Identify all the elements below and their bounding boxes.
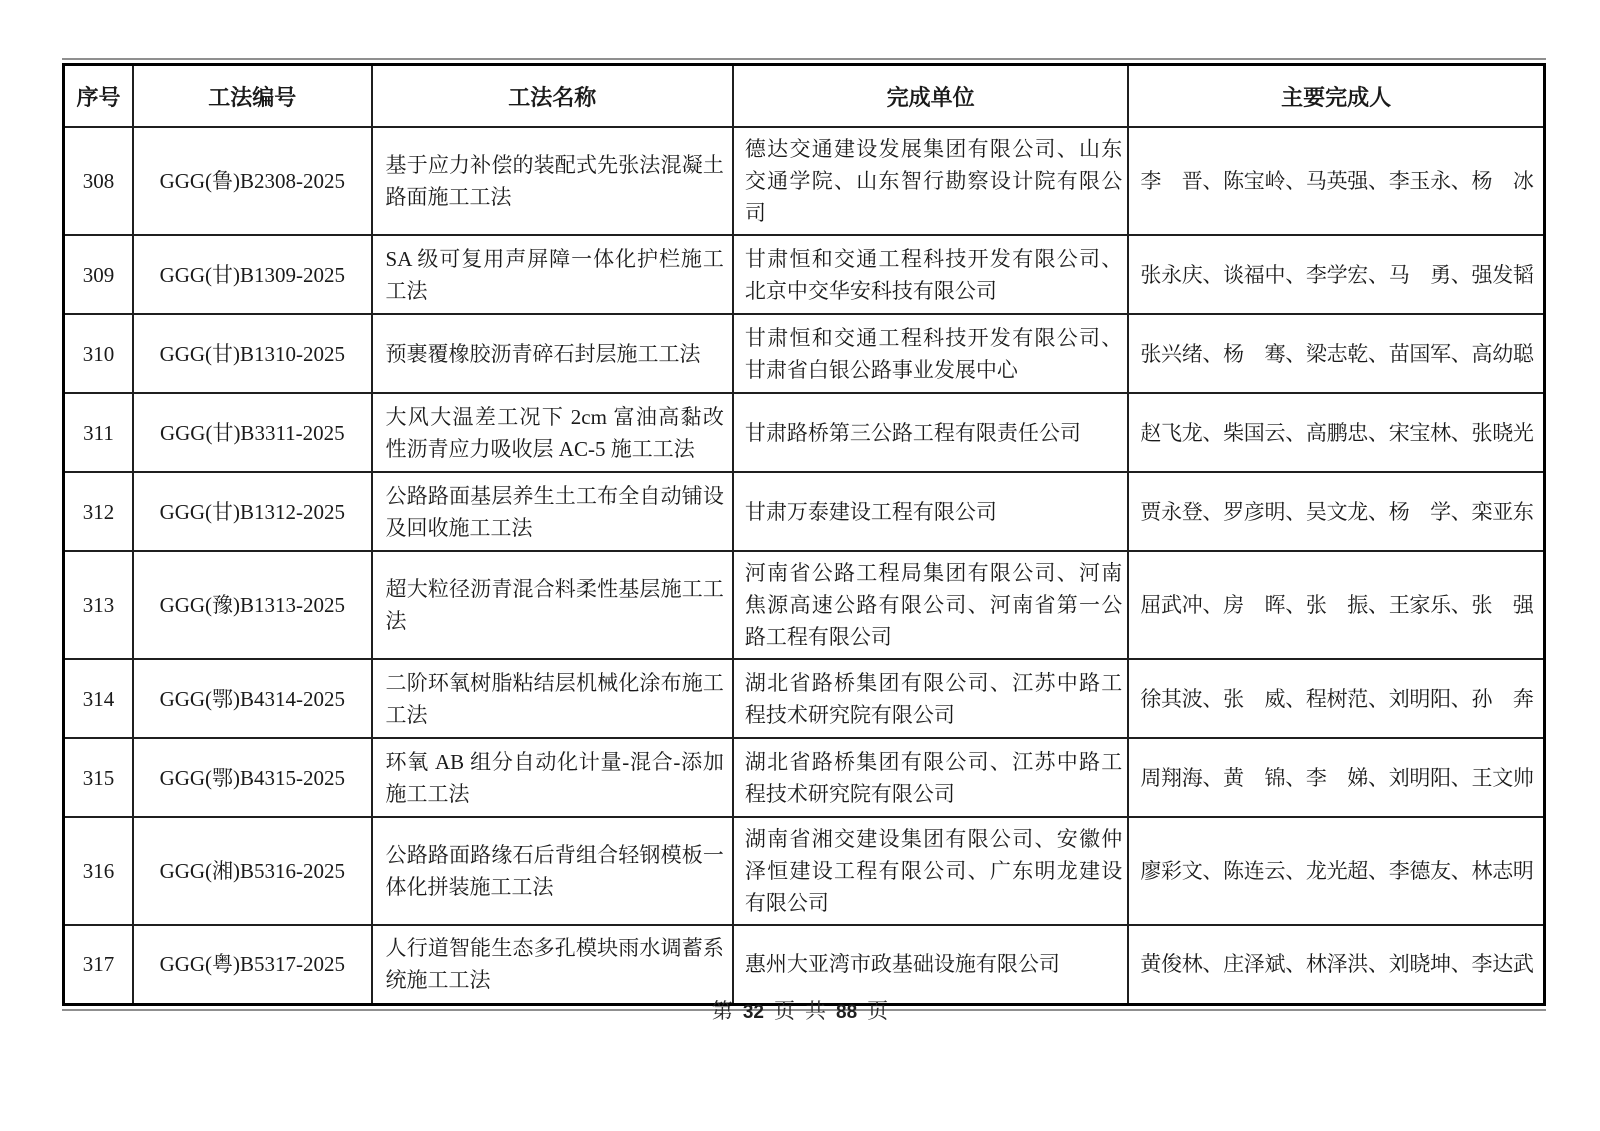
table-row	[64, 314, 1545, 393]
cell-main-contributors: 李 晋、陈宝岭、马英强、李玉永、杨 冰	[1128, 127, 1544, 235]
cell-method-name: 公路路面基层养生土工布全自动铺设及回收施工工法	[372, 472, 733, 551]
cell-method-code: GGG(甘)B1310-2025	[133, 314, 371, 393]
cell-serial-number: 310	[64, 314, 134, 393]
cell-serial-number: 315	[64, 738, 134, 817]
footer-total-pages: 88	[836, 1002, 858, 1023]
cell-method-code: GGG(鄂)B4314-2025	[133, 659, 371, 738]
col-header-method-name: 工法名称	[372, 65, 733, 128]
cell-serial-number: 309	[64, 235, 134, 314]
cell-main-contributors: 张兴绪、杨 骞、梁志乾、苗国军、高幼聪	[1128, 314, 1544, 393]
cell-main-contributors: 黄俊林、庄泽斌、林泽洪、刘晓坤、李达武	[1128, 925, 1544, 1004]
col-header-serial-number: 序号	[64, 65, 134, 128]
cell-completing-units: 甘肃万泰建设工程有限公司	[733, 472, 1128, 551]
cell-method-name: 预裹覆橡胶沥青碎石封层施工工法	[372, 314, 733, 393]
cell-serial-number: 316	[64, 817, 134, 925]
cell-method-code: GGG(湘)B5316-2025	[133, 817, 371, 925]
table-row	[64, 472, 1545, 551]
cell-completing-units: 惠州大亚湾市政基础设施有限公司	[733, 925, 1128, 1004]
footer-page-number: 32	[742, 1002, 764, 1023]
cell-method-name: 大风大温差工况下 2cm 富油高黏改性沥青应力吸收层 AC-5 施工工法	[372, 393, 733, 472]
cell-serial-number: 317	[64, 925, 134, 1004]
cell-main-contributors: 贾永登、罗彦明、吴文龙、杨 学、栾亚东	[1128, 472, 1544, 551]
cell-completing-units: 德达交通建设发展集团有限公司、山东交通学院、山东智行勘察设计院有限公司	[733, 127, 1128, 235]
cell-main-contributors: 张永庆、谈福中、李学宏、马 勇、强发韬	[1128, 235, 1544, 314]
cell-method-code: GGG(粤)B5317-2025	[133, 925, 371, 1004]
methods-table-wrap	[62, 58, 1546, 1011]
cell-completing-units: 湖南省湘交建设集团有限公司、安徽仲泽恒建设工程有限公司、广东明龙建设有限公司	[733, 817, 1128, 925]
cell-method-code: GGG(鄂)B4315-2025	[133, 738, 371, 817]
cell-main-contributors: 廖彩文、陈连云、龙光超、李德友、林志明	[1128, 817, 1544, 925]
cell-method-name: SA 级可复用声屏障一体化护栏施工工法	[372, 235, 733, 314]
cell-main-contributors: 徐其波、张 威、程树范、刘明阳、孙 奔	[1128, 659, 1544, 738]
footer-label: 页	[867, 999, 889, 1023]
cell-method-name: 二阶环氧树脂粘结层机械化涂布施工工法	[372, 659, 733, 738]
cell-completing-units: 河南省公路工程局集团有限公司、河南焦源高速公路有限公司、河南省第一公路工程有限公司	[733, 551, 1128, 659]
table-row	[64, 551, 1545, 659]
table-row	[64, 393, 1545, 472]
table-row	[64, 817, 1545, 925]
col-header-completing-units: 完成单位	[733, 65, 1128, 128]
table-row	[64, 925, 1545, 1004]
cell-method-code: GGG(甘)B1312-2025	[133, 472, 371, 551]
cell-serial-number: 312	[64, 472, 134, 551]
cell-method-name: 超大粒径沥青混合料柔性基层施工工法	[372, 551, 733, 659]
table-row	[64, 659, 1545, 738]
footer-label: 页	[774, 999, 795, 1023]
methods-table	[62, 63, 1546, 1006]
cell-main-contributors: 屈武冲、房 晖、张 振、王家乐、张 强	[1128, 551, 1544, 659]
table-row	[64, 235, 1545, 314]
cell-method-name: 基于应力补偿的装配式先张法混凝土路面施工工法	[372, 127, 733, 235]
cell-completing-units: 湖北省路桥集团有限公司、江苏中路工程技术研究院有限公司	[733, 738, 1128, 817]
cell-method-name: 人行道智能生态多孔模块雨水调蓄系统施工工法	[372, 925, 733, 1004]
cell-main-contributors: 周翔海、黄 锦、李 娣、刘明阳、王文帅	[1128, 738, 1544, 817]
table-row	[64, 127, 1545, 235]
cell-method-name: 公路路面路缘石后背组合轻钢模板一体化拼装施工工法	[372, 817, 733, 925]
table-header-row	[64, 65, 1545, 128]
table-body	[64, 127, 1545, 1004]
cell-method-code: GGG(甘)B1309-2025	[133, 235, 371, 314]
footer-label: 第	[711, 999, 733, 1023]
cell-serial-number: 308	[64, 127, 134, 235]
cell-method-code: GGG(鲁)B2308-2025	[133, 127, 371, 235]
cell-completing-units: 甘肃恒和交通工程科技开发有限公司、北京中交华安科技有限公司	[733, 235, 1128, 314]
cell-serial-number: 314	[64, 659, 134, 738]
col-header-main-contributors: 主要完成人	[1128, 65, 1544, 128]
cell-method-name: 环氧 AB 组分自动化计量-混合-添加施工工法	[372, 738, 733, 817]
cell-serial-number: 311	[64, 393, 134, 472]
page-footer	[0, 995, 1600, 1025]
cell-completing-units: 甘肃恒和交通工程科技开发有限公司、甘肃省白银公路事业发展中心	[733, 314, 1128, 393]
cell-method-code: GGG(甘)B3311-2025	[133, 393, 371, 472]
cell-method-code: GGG(豫)B1313-2025	[133, 551, 371, 659]
cell-completing-units: 甘肃路桥第三公路工程有限责任公司	[733, 393, 1128, 472]
cell-completing-units: 湖北省路桥集团有限公司、江苏中路工程技术研究院有限公司	[733, 659, 1128, 738]
table-row	[64, 738, 1545, 817]
cell-main-contributors: 赵飞龙、柴国云、高鹏忠、宋宝林、张晓光	[1128, 393, 1544, 472]
footer-label: 共	[805, 999, 826, 1023]
col-header-method-code: 工法编号	[133, 65, 371, 128]
cell-serial-number: 313	[64, 551, 134, 659]
